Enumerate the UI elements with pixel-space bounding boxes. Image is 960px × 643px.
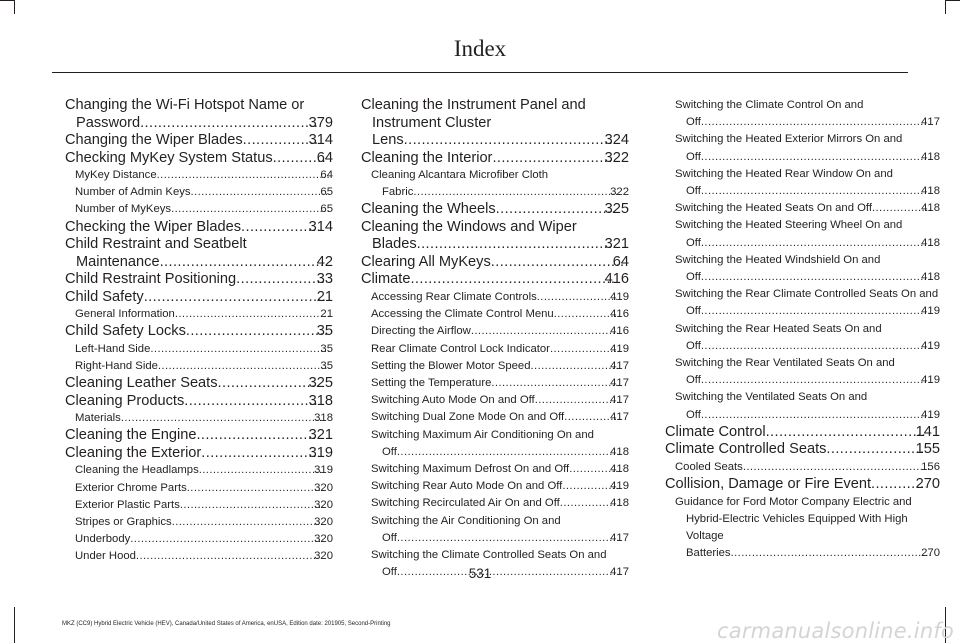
entry-page-number: 417 xyxy=(620,375,629,392)
entry-text: Switching Maximum Defrost On and Off ..... xyxy=(371,463,629,475)
entry-page-number: 417 xyxy=(620,530,629,547)
entry-page-number: 320 xyxy=(324,480,333,497)
entry-page-number: 325 xyxy=(308,375,333,392)
entry-text: Child Restraint Positioning ..... xyxy=(65,271,333,287)
index-entry xyxy=(665,424,940,442)
entry-text: Clearing All MyKeys ..... xyxy=(361,254,629,270)
entry-page-number: 35 xyxy=(330,341,333,358)
entry-page-number: 270 xyxy=(931,545,940,562)
entry-page-number: 325 xyxy=(604,201,629,218)
index-subentry xyxy=(675,459,940,476)
entry-page-number: 42 xyxy=(316,253,333,270)
index-entry xyxy=(65,97,333,132)
index-entry xyxy=(65,393,333,411)
entry-page-number: 320 xyxy=(324,548,333,565)
entry-page-number: 319 xyxy=(308,444,333,461)
index-subentry xyxy=(75,462,333,479)
crop-mark-top-left xyxy=(0,0,14,1)
entry-text: Accessing Rear Climate Controls ..... xyxy=(371,291,629,303)
entry-page-number: 419 xyxy=(620,289,629,306)
index-entry xyxy=(65,236,333,271)
entry-page-number: 416 xyxy=(604,271,629,288)
index-subentry xyxy=(371,323,629,340)
index-subentry xyxy=(675,166,940,200)
index-column-2 xyxy=(361,97,629,581)
index-subentry xyxy=(675,200,940,217)
entry-page-number: 419 xyxy=(931,303,940,320)
index-subentry xyxy=(371,289,629,306)
entry-page-number: 322 xyxy=(620,184,629,201)
entry-page-number: 418 xyxy=(620,495,629,512)
index-subentry xyxy=(675,97,940,131)
entry-page-number: 64 xyxy=(612,253,629,270)
index-entry xyxy=(65,375,333,393)
index-subentry xyxy=(75,184,333,201)
entry-page-number: 417 xyxy=(620,392,629,409)
index-subentry xyxy=(75,514,333,531)
entry-page-number: 418 xyxy=(931,183,940,200)
entry-page-number: 418 xyxy=(931,235,940,252)
page-number: 531 xyxy=(468,566,492,581)
index-subentry xyxy=(75,167,333,184)
entry-page-number: 418 xyxy=(620,444,629,461)
index-subentry xyxy=(675,494,940,563)
entry-page-number: 417 xyxy=(620,409,629,426)
entry-page-number: 156 xyxy=(931,459,940,476)
entry-page-number: 65 xyxy=(330,184,333,201)
entry-text: Materials ..... xyxy=(75,412,333,424)
entry-text: Climate Control ..... xyxy=(665,424,940,440)
entry-page-number: 270 xyxy=(915,476,940,493)
entry-text: Changing the Wi-Fi Hotspot Name or Password ..... xyxy=(65,97,333,131)
header-divider xyxy=(52,72,908,73)
entry-text: Cleaning the Engine ..... xyxy=(65,427,333,443)
index-subentry xyxy=(75,306,333,323)
entry-text: Switching Maximum Air Conditioning On and Off ..... xyxy=(371,429,629,458)
page-title: Index xyxy=(453,36,507,61)
entry-text: Setting the Blower Motor Speed ..... xyxy=(371,360,629,372)
entry-text: Cleaning the Exterior ..... xyxy=(65,445,333,461)
index-subentry xyxy=(675,389,940,423)
crop-mark-bottom-left xyxy=(14,607,15,643)
entry-text: Switching Recirculated Air On and Off ..... xyxy=(371,497,629,509)
entry-page-number: 417 xyxy=(931,114,940,131)
entry-text: Guidance for Ford Motor Company Electric and Hybrid-Electric Vehicles Equipped With High Voltage Batteries ..... xyxy=(675,496,940,560)
entry-text: Cleaning the Headlamps ..... xyxy=(75,464,333,476)
entry-text: Left-Hand Side ..... xyxy=(75,343,333,355)
entry-page-number: 141 xyxy=(915,423,940,440)
entry-page-number: 419 xyxy=(931,372,940,389)
entry-text: Cleaning Alcantara Microfiber Cloth Fabric ..... xyxy=(371,169,629,198)
entry-text: Number of MyKeys ..... xyxy=(75,203,333,215)
index-subentry xyxy=(371,306,629,323)
entry-text: Number of Admin Keys ..... xyxy=(75,186,333,198)
footer-edition-text: MKZ (CC9) Hybrid Electric Vehicle (HEV), Canada/United States of America, enUSA, Edition date: 201905, Second-Printing xyxy=(62,621,391,627)
index-subentry xyxy=(675,217,940,251)
entry-text: Climate Controlled Seats ..... xyxy=(665,441,940,457)
entry-page-number: 318 xyxy=(308,392,333,409)
index-subentry xyxy=(371,167,629,201)
entry-page-number: 418 xyxy=(620,461,629,478)
entry-text: Collision, Damage or Fire Event ..... xyxy=(665,476,940,492)
entry-text: Switching the Ventilated Seats On and Off ..... xyxy=(675,391,940,420)
entry-page-number: 321 xyxy=(604,236,629,253)
index-subentry xyxy=(371,358,629,375)
entry-text: Switching the Climate Controlled Seats On and Off ..... xyxy=(371,549,629,578)
index-column-1 xyxy=(65,97,333,566)
entry-page-number: 35 xyxy=(330,358,333,375)
index-subentry xyxy=(371,409,629,426)
index-subentry xyxy=(75,531,333,548)
entry-text: Cleaning the Instrument Panel and Instrument Cluster Lens ..... xyxy=(361,97,629,148)
index-entry xyxy=(65,445,333,463)
entry-page-number: 65 xyxy=(330,201,333,218)
index-subentry xyxy=(675,131,940,165)
entry-page-number: 320 xyxy=(324,497,333,514)
crop-mark-top-right xyxy=(946,0,960,1)
index-column-3 xyxy=(665,97,940,562)
entry-page-number: 21 xyxy=(330,306,333,323)
entry-page-number: 21 xyxy=(316,288,333,305)
index-entry xyxy=(665,476,940,494)
entry-text: Right-Hand Side ..... xyxy=(75,360,333,372)
index-subentry xyxy=(371,461,629,478)
index-subentry xyxy=(675,252,940,286)
entry-text: Checking MyKey System Status ..... xyxy=(65,150,333,166)
entry-page-number: 417 xyxy=(620,358,629,375)
index-entry xyxy=(65,427,333,445)
entry-page-number: 418 xyxy=(931,269,940,286)
index-entry xyxy=(361,201,629,219)
entry-page-number: 419 xyxy=(620,478,629,495)
entry-page-number: 419 xyxy=(931,407,940,424)
entry-text: Rear Climate Control Lock Indicator ..... xyxy=(371,343,629,355)
entry-page-number: 416 xyxy=(620,323,629,340)
entry-text: Switching the Heated Exterior Mirrors On and Off ..... xyxy=(675,133,940,162)
index-entry xyxy=(65,323,333,341)
entry-text: MyKey Distance ..... xyxy=(75,169,333,181)
entry-text: Cooled Seats ..... xyxy=(675,461,940,473)
entry-text: Exterior Chrome Parts ..... xyxy=(75,482,333,494)
index-subentry xyxy=(75,410,333,427)
index-entry xyxy=(361,271,629,289)
watermark: carmanualsonline.info xyxy=(717,619,954,643)
entry-page-number: 417 xyxy=(620,564,629,581)
entry-page-number: 64 xyxy=(316,149,333,166)
crop-mark-top-right-v xyxy=(945,0,946,14)
entry-text: Switching Dual Zone Mode On and Off ..... xyxy=(371,411,629,423)
index-subentry xyxy=(75,201,333,218)
entry-text: Cleaning the Wheels ..... xyxy=(361,201,629,217)
index-entry xyxy=(361,254,629,272)
index-subentry xyxy=(675,321,940,355)
index-subentry xyxy=(75,548,333,565)
index-subentry xyxy=(75,358,333,375)
entry-text: Climate ..... xyxy=(361,271,629,287)
entry-text: Switching the Heated Windshield On and Off ..... xyxy=(675,254,940,283)
index-entry xyxy=(361,150,629,168)
index-subentry xyxy=(371,375,629,392)
entry-text: Child Restraint and Seatbelt Maintenance ..... xyxy=(65,236,333,270)
entry-text: Switching the Heated Steering Wheel On and Off ..... xyxy=(675,219,940,248)
entry-page-number: 418 xyxy=(931,200,940,217)
index-entry xyxy=(65,219,333,237)
entry-page-number: 320 xyxy=(324,514,333,531)
index-subentry xyxy=(371,392,629,409)
entry-text: General Information ..... xyxy=(75,308,333,320)
entry-page-number: 33 xyxy=(316,271,333,288)
entry-text: Child Safety ..... xyxy=(65,289,333,305)
entry-text: Underbody ..... xyxy=(75,533,333,545)
index-subentry xyxy=(675,286,940,320)
entry-page-number: 322 xyxy=(604,149,629,166)
entry-text: Switching Auto Mode On and Off ..... xyxy=(371,394,629,406)
entry-page-number: 314 xyxy=(308,218,333,235)
entry-text: Cleaning Products ..... xyxy=(65,393,333,409)
index-entry xyxy=(65,150,333,168)
entry-text: Exterior Plastic Parts ..... xyxy=(75,499,333,511)
index-entry xyxy=(65,271,333,289)
entry-text: Switching the Heated Rear Window On and Off ..... xyxy=(675,168,940,197)
index-subentry xyxy=(371,495,629,512)
index-subentry xyxy=(75,480,333,497)
entry-page-number: 319 xyxy=(324,462,333,479)
entry-text: Cleaning the Windows and Wiper Blades ..... xyxy=(361,219,629,253)
entry-text: Cleaning the Interior ..... xyxy=(361,150,629,166)
index-subentry xyxy=(675,355,940,389)
entry-text: Under Hood ..... xyxy=(75,550,333,562)
index-entry xyxy=(665,441,940,459)
entry-text: Switching the Air Conditioning On and Off ..... xyxy=(371,515,629,544)
entry-page-number: 320 xyxy=(324,531,333,548)
entry-page-number: 318 xyxy=(324,410,333,427)
index-subentry xyxy=(75,497,333,514)
entry-text: Changing the Wiper Blades ..... xyxy=(65,132,333,148)
entry-page-number: 379 xyxy=(308,114,333,131)
index-entry xyxy=(361,219,629,254)
entry-text: Switching the Rear Climate Controlled Seats On and Off ..... xyxy=(675,288,940,317)
entry-text: Checking the Wiper Blades ..... xyxy=(65,219,333,235)
index-entry xyxy=(65,132,333,150)
entry-page-number: 419 xyxy=(620,341,629,358)
entry-page-number: 155 xyxy=(915,441,940,458)
index-subentry xyxy=(371,478,629,495)
entry-text: Switching the Rear Ventilated Seats On and Off ..... xyxy=(675,357,940,386)
entry-text: Setting the Temperature ..... xyxy=(371,377,629,389)
entry-text: Child Safety Locks ..... xyxy=(65,323,333,339)
index-subentry xyxy=(371,341,629,358)
index-subentry xyxy=(75,341,333,358)
crop-mark-top-left-v xyxy=(14,0,15,14)
entry-page-number: 314 xyxy=(308,132,333,148)
entry-page-number: 419 xyxy=(931,338,940,355)
index-subentry xyxy=(371,513,629,547)
entry-page-number: 416 xyxy=(620,306,629,323)
entry-text: Switching the Climate Control On and Off ..... xyxy=(675,99,940,128)
entry-text: Switching the Heated Seats On and Off ..... xyxy=(675,202,940,214)
index-entry xyxy=(65,289,333,307)
entry-text: Switching Rear Auto Mode On and Off ..... xyxy=(371,480,629,492)
entry-page-number: 64 xyxy=(330,167,333,184)
index-entry xyxy=(361,97,629,150)
index-subentry xyxy=(371,427,629,461)
entry-text: Accessing the Climate Control Menu ..... xyxy=(371,308,629,320)
entry-text: Cleaning Leather Seats ..... xyxy=(65,375,333,391)
entry-text: Switching the Rear Heated Seats On and Off ..... xyxy=(675,323,940,352)
entry-page-number: 35 xyxy=(316,323,333,340)
entry-page-number: 418 xyxy=(931,149,940,166)
entry-page-number: 324 xyxy=(604,132,629,148)
entry-page-number: 321 xyxy=(308,427,333,444)
entry-text: Directing the Airflow ..... xyxy=(371,325,629,337)
entry-text: Stripes or Graphics ..... xyxy=(75,516,333,528)
